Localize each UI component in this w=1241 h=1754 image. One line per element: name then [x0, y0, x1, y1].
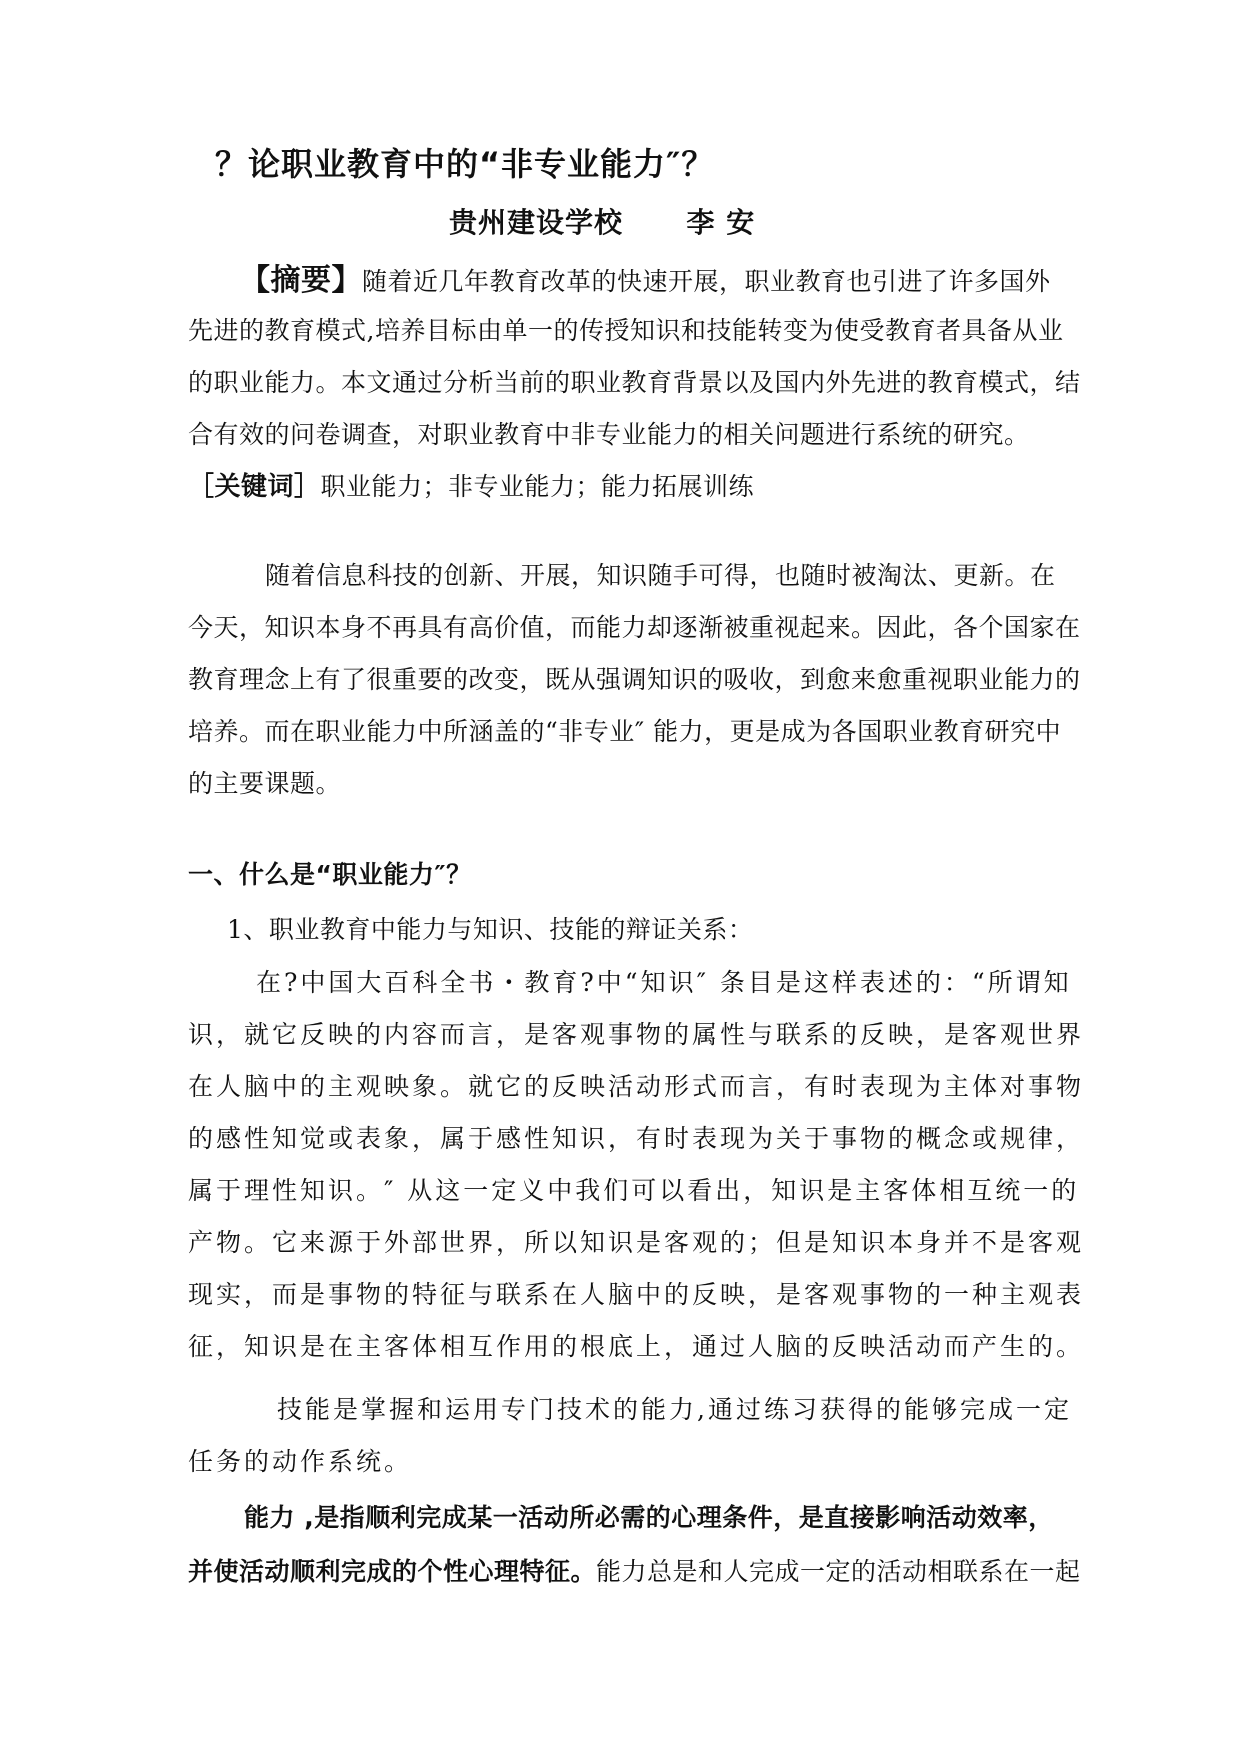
intro-line-1: 随着信息科技的创新、开展，知识随手可得，也随时被淘汰、更新。在	[265, 561, 1056, 590]
para2-line-1: 技能是掌握和运用专门技术的能力,通过练习获得的能够完成一定	[277, 1395, 1072, 1424]
abstract-text-1: 随着近几年教育改革的快速开展，职业教育也引进了许多国外	[362, 267, 1051, 296]
author-school: 贵州建设学校	[449, 206, 624, 239]
abstract-line-4: 合有效的问卷调查，对职业教育中非专业能力的相关问题进行系统的研究。	[188, 420, 1030, 449]
abstract-line-3: 的职业能力。本文通过分析当前的职业教育背景以及国内外先进的教育模式，结	[188, 368, 1081, 397]
section-heading: 一、什么是“职业能力″？	[188, 860, 472, 889]
keywords-label: ［关键词］	[188, 472, 321, 502]
intro-line-5: 的主要课题。	[188, 769, 342, 798]
author-name: 李 安	[686, 206, 756, 239]
author-line	[449, 206, 756, 239]
para1-line-6: 产物。它来源于外部世界，所以知识是客观的；但是知识本身并不是客观	[188, 1228, 1085, 1257]
abstract-line-1	[240, 263, 1051, 298]
para1-line-3: 在人脑中的主观映象。就它的反映活动形式而言，有时表现为主体对事物	[188, 1072, 1085, 1101]
para1-line-5: 属于理性知识。″ 从这一定义中我们可以看出，知识是主客体相互统一的	[188, 1176, 1080, 1205]
para1-line-7: 现实，而是事物的特征与联系在人脑中的反映，是客观事物的一种主观表	[188, 1280, 1085, 1309]
para3-line-1: 能力 ,是指顺利完成某一活动所必需的心理条件，是直接影响活动效率，	[244, 1503, 1054, 1532]
section-subheading: 1、职业教育中能力与知识、技能的辩证关系：	[227, 915, 754, 944]
abstract-label: 【摘要】	[240, 263, 362, 298]
para1-line-1: 在?中国大百科全书・教育?中“知识″ 条目是这样表述的：“所谓知	[256, 968, 1072, 997]
keywords-line	[188, 474, 754, 500]
keywords-text: 职业能力；非专业能力；能力拓展训练	[320, 472, 755, 501]
para1-line-4: 的感性知觉或表象，属于感性知识，有时表现为关于事物的概念或规律，	[188, 1124, 1085, 1153]
intro-line-3: 教育理念上有了很重要的改变，既从强调知识的吸收，到愈来愈重视职业能力的	[188, 665, 1081, 694]
document-title: ？论职业教育中的“非专业能力″？	[215, 145, 715, 183]
para2-line-2: 任务的动作系统。	[188, 1447, 413, 1476]
intro-line-2: 今天，知识本身不再具有高价值，而能力却逐渐被重视起来。因此，各个国家在	[188, 613, 1081, 642]
para3-tail: 能力总是和人完成一定的活动相联系在一起	[596, 1557, 1081, 1586]
para1-line-8: 征，知识是在主客体相互作用的根底上，通过人脑的反映活动而产生的。	[188, 1332, 1085, 1361]
para3-line-2	[188, 1559, 1081, 1584]
intro-line-4: 培养。而在职业能力中所涵盖的“非专业″ 能力，更是成为各国职业教育研究中	[188, 717, 1062, 746]
abstract-line-2: 先进的教育模式,培养目标由单一的传授知识和技能转变为使受教育者具备从业	[188, 316, 1064, 345]
para1-line-2: 识，就它反映的内容而言，是客观事物的属性与联系的反映，是客观世界	[188, 1020, 1085, 1049]
para3-bold-b: 并使活动顺利完成的个性心理特征。	[188, 1557, 597, 1586]
